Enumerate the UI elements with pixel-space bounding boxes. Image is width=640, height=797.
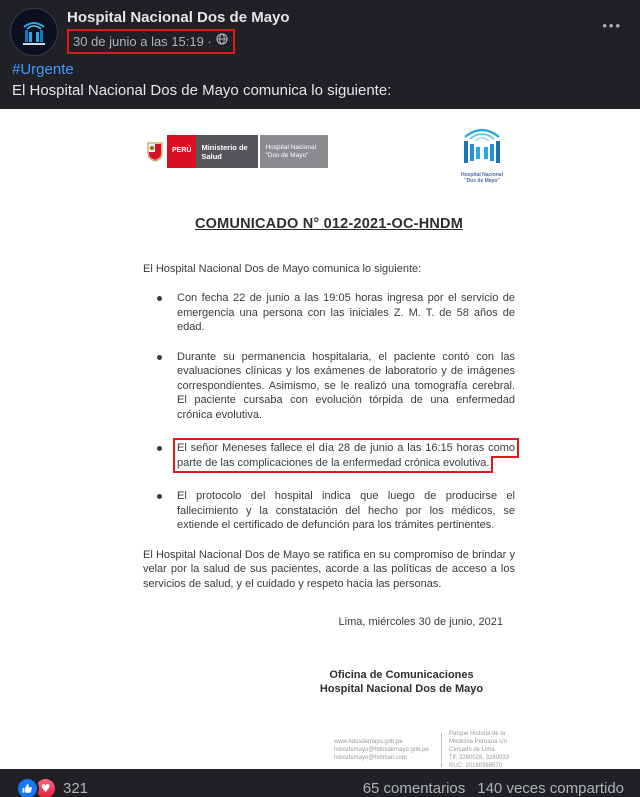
- red-annotation-box: [177, 442, 515, 469]
- bullet-text-3: El señor Meneses fallece el día 28 de junio a las 16:15 horas como parte de las complicaciones de la enfermedad crónica evolutiva.: [177, 442, 515, 469]
- reaction-icons: [16, 777, 57, 797]
- bullet-item-3-highlighted: [143, 441, 515, 470]
- engagement-bar: [0, 769, 640, 797]
- like-reaction-icon: [16, 777, 39, 797]
- bullet-text-2: Durante su permanencia hospitalaria, el paciente contó con las evaluaciones clínicas y los exámenes de laboratorio y de imágenes correspondientes. Asimismo, se le realizó una tomografía cerebral. El paciente cursaba con evolución tórpida de una enfermedad crónica evolutiva.: [177, 350, 515, 421]
- document-signature: [294, 668, 509, 696]
- page-name-link[interactable]: Hospital Nacional Dos de Mayo: [67, 9, 290, 26]
- hospital-building-icon: [453, 123, 511, 167]
- bullet-text-1: Con fecha 22 de junio a las 19:05 horas ingresa por el servicio de emergencia una persona con las iniciales Z. M. T. de 58 años de edad.: [177, 292, 515, 333]
- engagement-stats: [363, 780, 624, 797]
- bullet-item-4: [143, 489, 515, 533]
- footer-email-1: hdosdemayo@hdosdemayo.gob.pe: [334, 746, 429, 753]
- globe-privacy-icon: [216, 32, 228, 50]
- love-reaction-icon: ♥: [34, 777, 57, 797]
- bullet-list: [143, 291, 515, 533]
- comunicado-title: COMUNICADO N° 012-2021-OC-HNDM: [195, 216, 463, 232]
- peru-coat-of-arms-icon: [143, 135, 167, 168]
- peru-block: PERÚ: [167, 135, 196, 168]
- hospital-dos-de-mayo-logo: [449, 123, 515, 184]
- bullet-item-1: [143, 291, 515, 335]
- footer-contacts-column: [334, 738, 434, 762]
- document-intro: El Hospital Nacional Dos de Mayo comunica lo siguiente:: [143, 262, 422, 275]
- hospital-logo-icon: [17, 15, 51, 49]
- footer-address-1: Parque Historia de la: [449, 730, 506, 737]
- footer-email-2: hdosdemayo@hotmail.com: [334, 754, 407, 761]
- shares-count[interactable]: 140 veces compartido: [477, 780, 624, 797]
- page-avatar[interactable]: [10, 8, 58, 56]
- document-footer: [334, 730, 549, 770]
- hospital-logo-caption-1: Hospital Nacional: [461, 171, 503, 178]
- timestamp-annotation-box: [67, 29, 235, 54]
- post-options-button[interactable]: •••: [602, 18, 622, 33]
- hospital-block: Hospital Nacional "Dos de Mayo": [260, 135, 328, 168]
- comments-count[interactable]: 65 comentarios: [362, 780, 466, 797]
- post-text: [0, 56, 640, 109]
- document-closing-paragraph: El Hospital Nacional Dos de Mayo se ratifica en su compromiso de brindar y velar por la salud de sus pacientes, acorde a las políticas de acceso a los servicios de salud, y el cuidado y respeto hacia las personas.: [143, 548, 515, 590]
- signature-hospital: Hospital Nacional Dos de Mayo: [319, 682, 484, 695]
- footer-address-3: Cercado de Lima: [449, 746, 495, 753]
- bullet-item-2: [143, 350, 515, 423]
- hashtag-link[interactable]: #Urgente: [12, 61, 74, 78]
- ministerio-salud-block: Ministerio de Salud: [196, 135, 258, 168]
- footer-website: www.hdosdemayo.gob.pe: [334, 738, 403, 745]
- post-image-document[interactable]: [0, 109, 640, 769]
- reactions-count[interactable]: 321: [63, 780, 89, 797]
- post-body-text: El Hospital Nacional Dos de Mayo comunica lo siguiente:: [12, 82, 392, 99]
- header-text: [67, 8, 598, 54]
- footer-ruc: RUC: 20160388570: [449, 762, 503, 769]
- footer-address-column: [449, 730, 549, 770]
- post-timestamp[interactable]: 30 de junio a las 15:19 ·: [73, 33, 212, 49]
- signature-office: Oficina de Comunicaciones: [329, 668, 474, 681]
- footer-divider: [441, 733, 442, 767]
- footer-phone: Tlf. 3280028, 3280033: [449, 754, 510, 761]
- document-logo-row: [143, 125, 515, 187]
- document-date-line: Lima, miércoles 30 de junio, 2021: [338, 616, 503, 628]
- document-content: [143, 109, 515, 770]
- post-header: [0, 0, 640, 56]
- minsa-logo-strip: [143, 135, 328, 168]
- bullet-text-4: El protocolo del hospital indica que luego de producirse el fallecimiento y la constatación del hecho por los médicos, se extiende el certificado de defunción para los trámites pertinentes.: [177, 490, 515, 531]
- hospital-logo-caption-2: "Dos de Mayo": [464, 177, 500, 184]
- reactions-summary[interactable]: [16, 777, 88, 797]
- footer-address-2: Medicina Peruana s/n: [449, 738, 508, 745]
